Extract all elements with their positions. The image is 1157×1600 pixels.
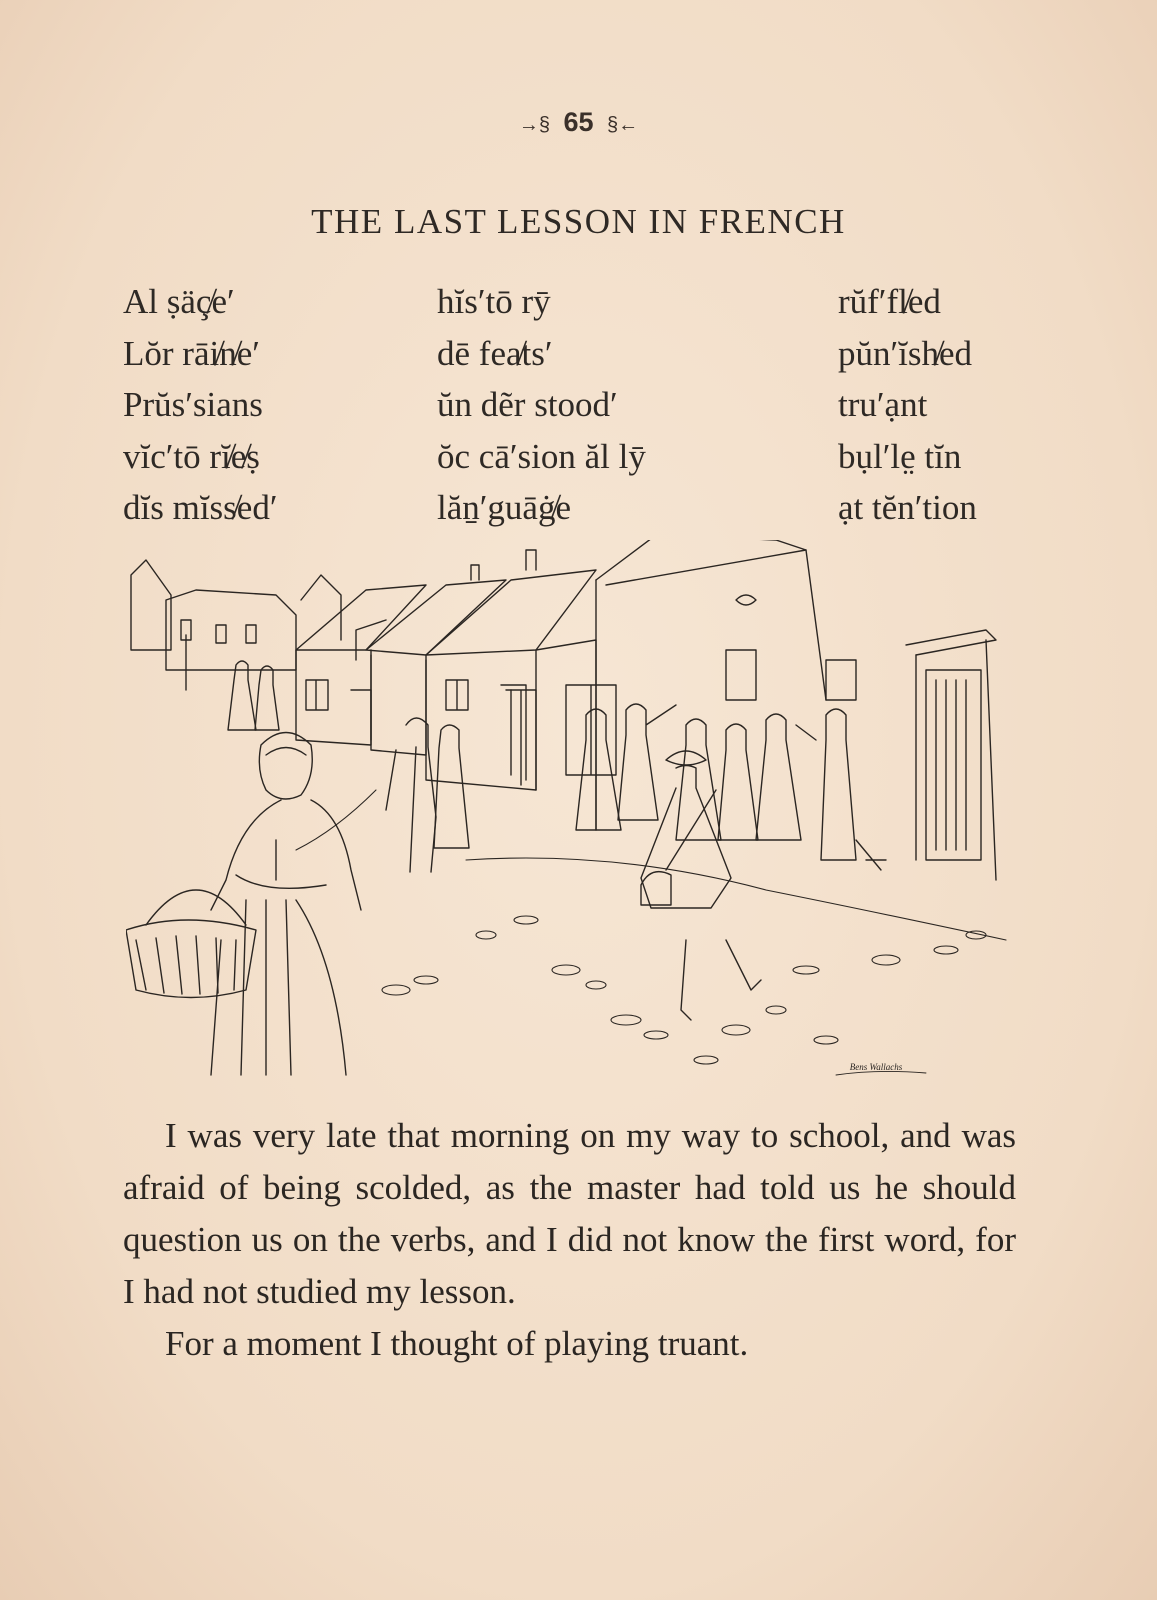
vocab-word: pŭn′ĭsh̸ed (838, 333, 973, 373)
vocab-word: dē fea̸ts′ (437, 333, 553, 373)
vocab-column-2 (437, 276, 646, 534)
chapter-title: THE LAST LESSON IN FRENCH (311, 202, 846, 241)
wall-with-door (906, 630, 996, 880)
cobblestones (296, 790, 1006, 1064)
running-boy (641, 751, 761, 1020)
group-of-men (576, 704, 886, 870)
distant-houses (131, 560, 341, 690)
vocab-word: ạt tĕn′tion (838, 488, 977, 527)
ornament-left: →§ (518, 114, 550, 136)
vocab-word: ŏc cā′sion ăl lȳ (437, 436, 646, 476)
paragraph-1: I was very late that morning on my way to school, and was afraid of being scolded, as the master had told us he should question us on the verbs, and I did not know the first word, for I had not studied my lesson. (123, 1116, 1016, 1311)
vocab-column-3 (838, 276, 977, 534)
vocab-word: rŭf′fl̸ed (838, 282, 941, 321)
corner-building (501, 540, 856, 830)
vocab-word: ŭn dẽr stood′ (437, 385, 618, 424)
cottage-row (296, 550, 596, 790)
vocab-column-1 (123, 276, 277, 534)
vocab-word: Prŭs′sians (123, 385, 263, 424)
ornament-right: §← (607, 114, 639, 136)
vocab-word: Lŏr rāi̸n̸e′ (123, 333, 260, 373)
artist-signature: Bens Wallachs (849, 1062, 903, 1072)
vocab-word: dĭs mĭss̸ed′ (123, 488, 278, 527)
vocab-word: Al ṣäç̸e′ (123, 282, 235, 321)
vocab-word: hĭs′tō rȳ (437, 282, 551, 321)
page-number (0, 107, 1157, 138)
village-street-illustration (126, 540, 1016, 1100)
old-woman-with-basket (126, 733, 361, 1076)
vocab-word: bụl′le̤ tĭn (838, 436, 962, 476)
distant-women (228, 661, 279, 730)
vocab-word: tru′ạnt (838, 385, 928, 424)
vocab-word: vĭc′tō rĭ̸e̸ṣ (123, 436, 260, 476)
story-body (123, 1110, 1016, 1370)
vocab-word: lăṉ′guāġ̸e (437, 488, 571, 527)
couple-walking (386, 718, 469, 872)
page-number-value: 65 (563, 107, 594, 137)
paragraph-2: For a moment I thought of playing truant. (165, 1324, 749, 1363)
